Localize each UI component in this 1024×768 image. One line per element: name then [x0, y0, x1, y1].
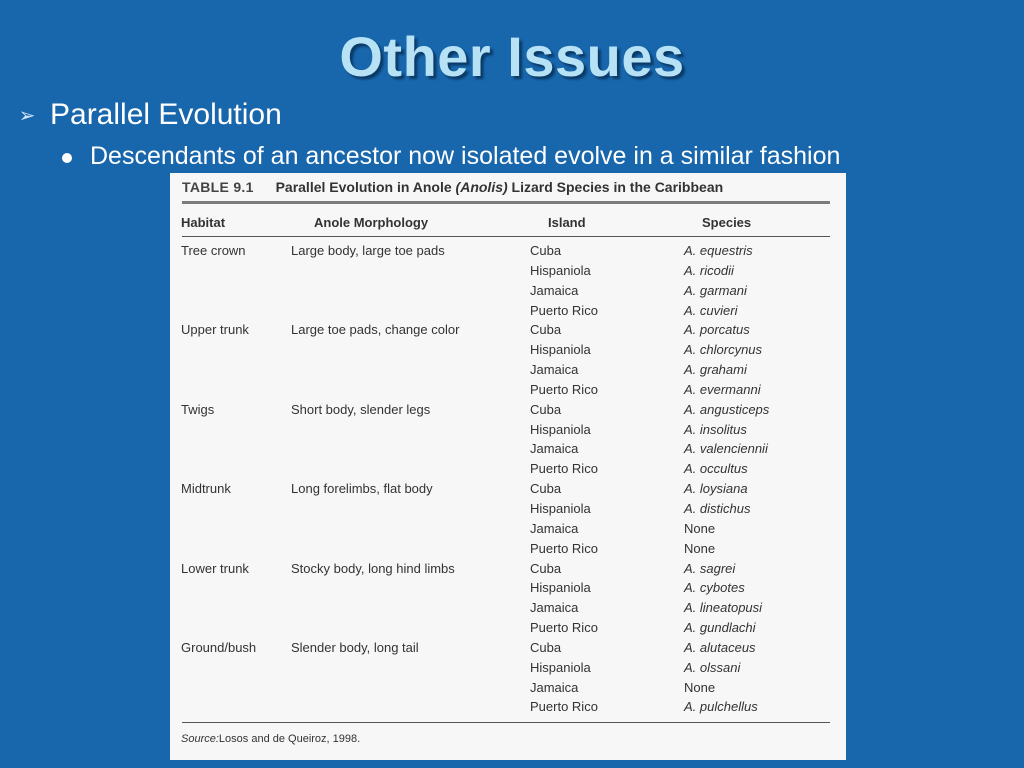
island-cell: Cuba	[530, 481, 562, 497]
species-cell: A. porcatus	[684, 322, 750, 338]
table-row	[170, 638, 846, 658]
species-cell: A. equestris	[684, 243, 753, 258]
table-row	[170, 578, 846, 598]
species-cell: A. chlorcynus	[684, 342, 763, 358]
slide-title: Other Issues	[339, 25, 685, 88]
island-cell: Hispaniola	[530, 342, 591, 358]
species-cell: A. valenciennii	[684, 441, 768, 457]
species-cell: A. olssani	[684, 659, 741, 675]
bullet-level1-text: Parallel Evolution	[50, 98, 282, 131]
species-cell: A. lineatopusi	[684, 600, 763, 616]
habitat-cell: Tree crown	[181, 243, 246, 258]
island-cell: Cuba	[530, 560, 562, 576]
table-figure	[170, 173, 846, 760]
island-cell: Jamaica	[530, 520, 579, 536]
arrow-bullet-icon: ➢	[18, 104, 36, 127]
morphology-cell: Stocky body, long hind limbs	[291, 560, 455, 576]
table-caption	[182, 179, 723, 195]
table-row	[170, 301, 846, 321]
table-row	[170, 658, 846, 678]
species-cell: None	[684, 540, 716, 556]
species-cell: A. distichus	[684, 500, 751, 516]
habitat-cell: Lower trunk	[181, 560, 249, 576]
table-row	[170, 598, 846, 618]
species-cell: A. garmani	[684, 282, 747, 298]
island-cell: Puerto Rico	[530, 540, 598, 556]
species-cell: A. grahami	[684, 362, 747, 378]
species-cell: A. pulchellus	[684, 699, 758, 715]
habitat-cell: Twigs	[181, 401, 215, 417]
island-cell: Puerto Rico	[530, 699, 598, 715]
species-cell: A. angusticeps	[684, 401, 770, 417]
species-cell: A. evermanni	[684, 381, 761, 397]
species-cell: A. cybotes	[684, 580, 745, 596]
table-row	[170, 678, 846, 698]
island-cell: Puerto Rico	[530, 381, 598, 397]
table-row	[170, 519, 846, 539]
island-cell: Puerto Rico	[530, 302, 598, 318]
island-cell: Cuba	[530, 639, 562, 655]
table-source	[181, 733, 360, 745]
header-island: Island	[548, 215, 586, 230]
table-row	[170, 697, 846, 717]
island-cell: Puerto Rico	[530, 461, 598, 477]
species-cell: None	[684, 679, 716, 695]
species-cell: None	[684, 520, 716, 536]
species-cell: A. sagrei	[684, 560, 736, 576]
header-species: Species	[702, 215, 752, 230]
island-cell: Jamaica	[530, 282, 579, 298]
species-cell: A. ricodii	[684, 262, 734, 278]
morphology-cell: Slender body, long tail	[291, 639, 419, 655]
island-cell: Jamaica	[530, 600, 579, 616]
table-title-italic: (Anolis)	[455, 179, 508, 195]
table-row	[170, 360, 846, 380]
island-cell: Hispaniola	[530, 659, 591, 675]
habitat-cell: Midtrunk	[181, 481, 231, 497]
source-text: Losos and de Queiroz, 1998.	[218, 733, 361, 745]
table-row	[170, 380, 846, 400]
table-row	[170, 420, 846, 440]
table-row	[170, 559, 846, 579]
table-row	[170, 340, 846, 360]
morphology-cell: Short body, slender legs	[291, 401, 431, 417]
island-cell: Cuba	[530, 401, 562, 417]
table-row	[170, 320, 846, 340]
bullet-level1	[12, 98, 282, 132]
header-rule	[182, 236, 830, 237]
table-row	[170, 618, 846, 638]
table-body	[170, 241, 846, 717]
species-cell: A. cuvieri	[684, 302, 738, 318]
island-cell: Jamaica	[530, 362, 579, 378]
table-row	[170, 281, 846, 301]
island-cell: Cuba	[530, 322, 562, 338]
morphology-cell: Large toe pads, change color	[291, 322, 460, 338]
island-cell: Cuba	[530, 243, 562, 258]
table-row	[170, 479, 846, 499]
morphology-cell: Large body, large toe pads	[291, 243, 445, 258]
table-title	[276, 179, 724, 195]
island-cell: Hispaniola	[530, 500, 591, 516]
table-row	[170, 499, 846, 519]
table-row	[170, 241, 846, 261]
table-top-rule	[182, 201, 830, 204]
table-row	[170, 459, 846, 479]
species-cell: A. alutaceus	[684, 639, 756, 655]
dot-bullet-icon	[62, 153, 72, 163]
header-morphology: Anole Morphology	[314, 215, 429, 230]
source-label: Source:	[181, 733, 219, 745]
bullet-level2-text: Descendants of an ancestor now isolated evolve in a similar fashion	[90, 142, 841, 170]
table-title-prefix: Parallel Evolution in Anole	[275, 179, 456, 195]
bullet-level2	[62, 142, 840, 171]
table-row	[170, 400, 846, 420]
header-habitat: Habitat	[181, 215, 226, 230]
island-cell: Hispaniola	[530, 421, 591, 437]
island-cell: Hispaniola	[530, 580, 591, 596]
island-cell: Jamaica	[530, 679, 579, 695]
table-row	[170, 539, 846, 559]
species-cell: A. insolitus	[684, 421, 747, 437]
morphology-cell: Long forelimbs, flat body	[291, 481, 433, 497]
habitat-cell: Upper trunk	[181, 322, 249, 338]
table-title-suffix: Lizard Species in the Caribbean	[507, 179, 724, 195]
island-cell: Puerto Rico	[530, 620, 598, 636]
species-cell: A. gundlachi	[684, 620, 756, 636]
species-cell: A. loysiana	[684, 481, 748, 497]
island-cell: Jamaica	[530, 441, 579, 457]
species-cell: A. occultus	[684, 461, 748, 477]
table-row	[170, 261, 846, 281]
table-bottom-rule	[182, 722, 830, 723]
table-label: TABLE 9.1	[182, 179, 254, 195]
table-row	[170, 439, 846, 459]
island-cell: Hispaniola	[530, 262, 591, 278]
habitat-cell: Ground/bush	[181, 639, 257, 655]
